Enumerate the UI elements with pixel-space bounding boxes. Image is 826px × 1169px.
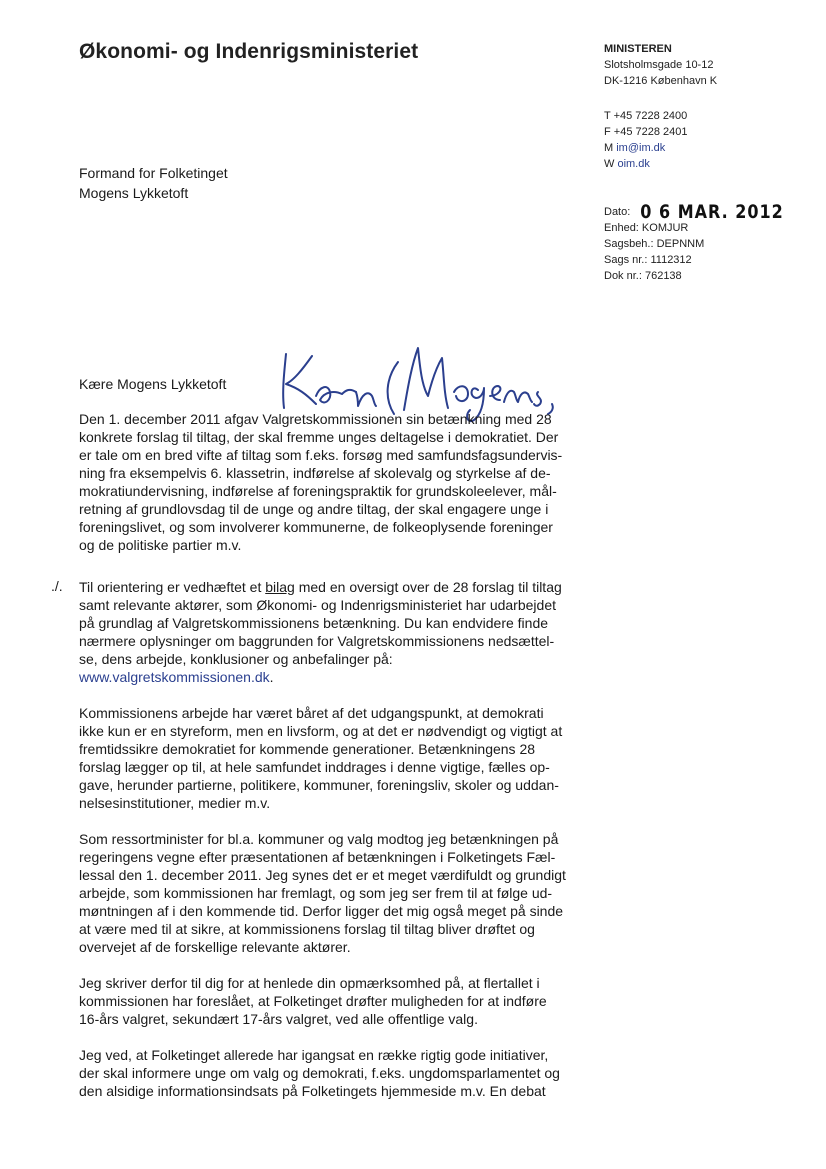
text-line: møntningen af i den kommende tid. Derfor ligger det mig også meget på sinde (79, 903, 564, 919)
website-link[interactable]: www.valgretskommissionen.dk (79, 669, 270, 685)
text-line: lessal den 1. december 2011. Jeg synes det er et meget værdifuldt og grundigt (79, 867, 566, 883)
paragraph-4 (79, 830, 566, 956)
salutation: Kære Mogens Lykketoft (79, 376, 227, 392)
recipient-title: Formand for Folketinget (79, 165, 228, 181)
text-line: foreningslivet, og som involverer kommunerne, de folkeoplysende foreninger (79, 519, 553, 535)
document-number-line: Dok nr.: 762138 (604, 270, 682, 282)
text-line (79, 668, 559, 686)
text-line: ikke kun er en styreform, men en livsform, og at det er nødvendigt og vigtigt at (79, 723, 563, 739)
phone-number: T +45 7228 2400 (604, 110, 688, 122)
text-line: se, dens arbejde, konklusioner og anbefalinger på: (79, 651, 393, 667)
city-address: DK-1216 København K (604, 75, 718, 87)
text-line (79, 578, 562, 596)
text-line: nærmere oplysninger om baggrunden for Valgretskommissionens nedsættel- (79, 633, 555, 649)
text-line: Jeg ved, at Folketinget allerede har igangsat en række rigtig gode initiativer, (79, 1047, 549, 1063)
web-link[interactable]: oim.dk (617, 158, 650, 170)
text-fragment: Til orientering er vedhæftet et (79, 579, 266, 595)
date-line (604, 200, 784, 223)
date-label: Dato: (604, 206, 631, 218)
web-prefix: W (604, 158, 615, 170)
text-line: regeringens vegne efter præsentationen af betænkningen i Folketingets Fæl- (79, 849, 556, 865)
paragraph-2 (79, 578, 562, 686)
text-line: er tale om en bred vifte af tiltag som f.eks. forsøg med samfundsfagsundervis- (79, 447, 563, 463)
paragraph-3 (79, 704, 563, 812)
text-line: og de politiske partier m.v. (79, 537, 242, 553)
paragraph-5 (79, 974, 559, 1028)
text-line: Som ressortminister for bl.a. kommuner og valg modtog jeg betænkningen på (79, 831, 559, 847)
mail-link[interactable]: im@im.dk (616, 142, 666, 154)
text-line: gave, herunder partierne, politikere, kommuner, foreningsliv, skoler og uddan- (79, 777, 559, 793)
text-line: kommissionen har foreslået, at Folketinget drøfter muligheden for at indføre (79, 993, 547, 1009)
text-line: den alsidige informationsindsats på Folketingets hjemmeside m.v. En debat (79, 1083, 546, 1099)
text-line: Kommissionens arbejde har været båret af det udgangspunkt, at demokrati (79, 705, 544, 721)
web-line (604, 156, 688, 172)
mail-line (604, 140, 688, 156)
mail-prefix: M (604, 142, 614, 154)
attachment-marker: ./. (51, 578, 63, 594)
text-line: overvejet af de forskellige relevante aktører. (79, 939, 351, 955)
recipient-block (79, 163, 228, 203)
unit-line: Enhed: KOMJUR (604, 222, 689, 234)
text-fragment: . (269, 669, 274, 685)
text-line: mokratiundervisning, indførelse af foreningspraktik for grundskoleelever, mål- (79, 483, 557, 499)
contact-block (604, 108, 688, 172)
sender-title: MINISTEREN (604, 43, 672, 55)
text-line: at være med til at sikre, at kommissionens forslag til tiltag bliver drøftet og (79, 921, 535, 937)
text-line: Jeg skriver derfor til dig for at henlede din opmærksomhed på, at flertallet i (79, 975, 540, 991)
text-line: samt relevante aktører, som Økonomi- og Indenrigsministeriet har udarbejdet (79, 597, 556, 613)
sender-address-block (604, 41, 717, 89)
text-line: Den 1. december 2011 afgav Valgretskommissionen sin betænkning med 28 (79, 411, 552, 427)
text-line: på grundlag af Valgretskommissionens betænkning. Du kan endvidere finde (79, 615, 549, 631)
street-address: Slotsholmsgade 10-12 (604, 59, 714, 71)
recipient-name: Mogens Lykketoft (79, 185, 189, 201)
case-meta-block (604, 200, 784, 284)
text-line: arbejde, som kommissionen har fremlagt, og som jeg ser frem til at følge ud- (79, 885, 553, 901)
text-line: forslag lægger op til, at hele samfundet inddrages i denne vigtige, fælles op- (79, 759, 550, 775)
paragraph-1 (79, 410, 563, 554)
text-line: retning af grundlovsdag til de unge og andre tiltag, der skal engagere unge i (79, 501, 549, 517)
case-officer-line: Sagsbeh.: DEPNNM (604, 238, 705, 250)
text-line: nelsesinstitutioner, medier m.v. (79, 795, 271, 811)
case-number-line: Sags nr.: 1112312 (604, 254, 692, 266)
fax-number: F +45 7228 2401 (604, 126, 688, 138)
text-fragment: med en oversigt over de 28 forslag til tiltag (294, 579, 562, 595)
text-line: ning fra eksempelvis 6. klassetrin, indførelse af skolevalg og styrkelse af de- (79, 465, 551, 481)
text-line: konkrete forslag til tiltag, der skal fremme unges deltagelse i demokratiet. Der (79, 429, 559, 445)
date-stamp: 0 6 MAR. 2012 (640, 200, 784, 223)
text-line: der skal informere unge om valg og demokrati, f.eks. ungdomsparlamentet og (79, 1065, 560, 1081)
paragraph-6 (79, 1046, 559, 1100)
text-line: 16-års valgret, sekundært 17-års valgret, ved alle offentlige valg. (79, 1011, 478, 1027)
text-line: fremtidssikre demokratiet for kommende generationer. Betænkningens 28 (79, 741, 536, 757)
attachment-link[interactable]: bilag (265, 579, 295, 595)
ministry-title: Økonomi- og Indenrigsministeriet (79, 40, 419, 63)
